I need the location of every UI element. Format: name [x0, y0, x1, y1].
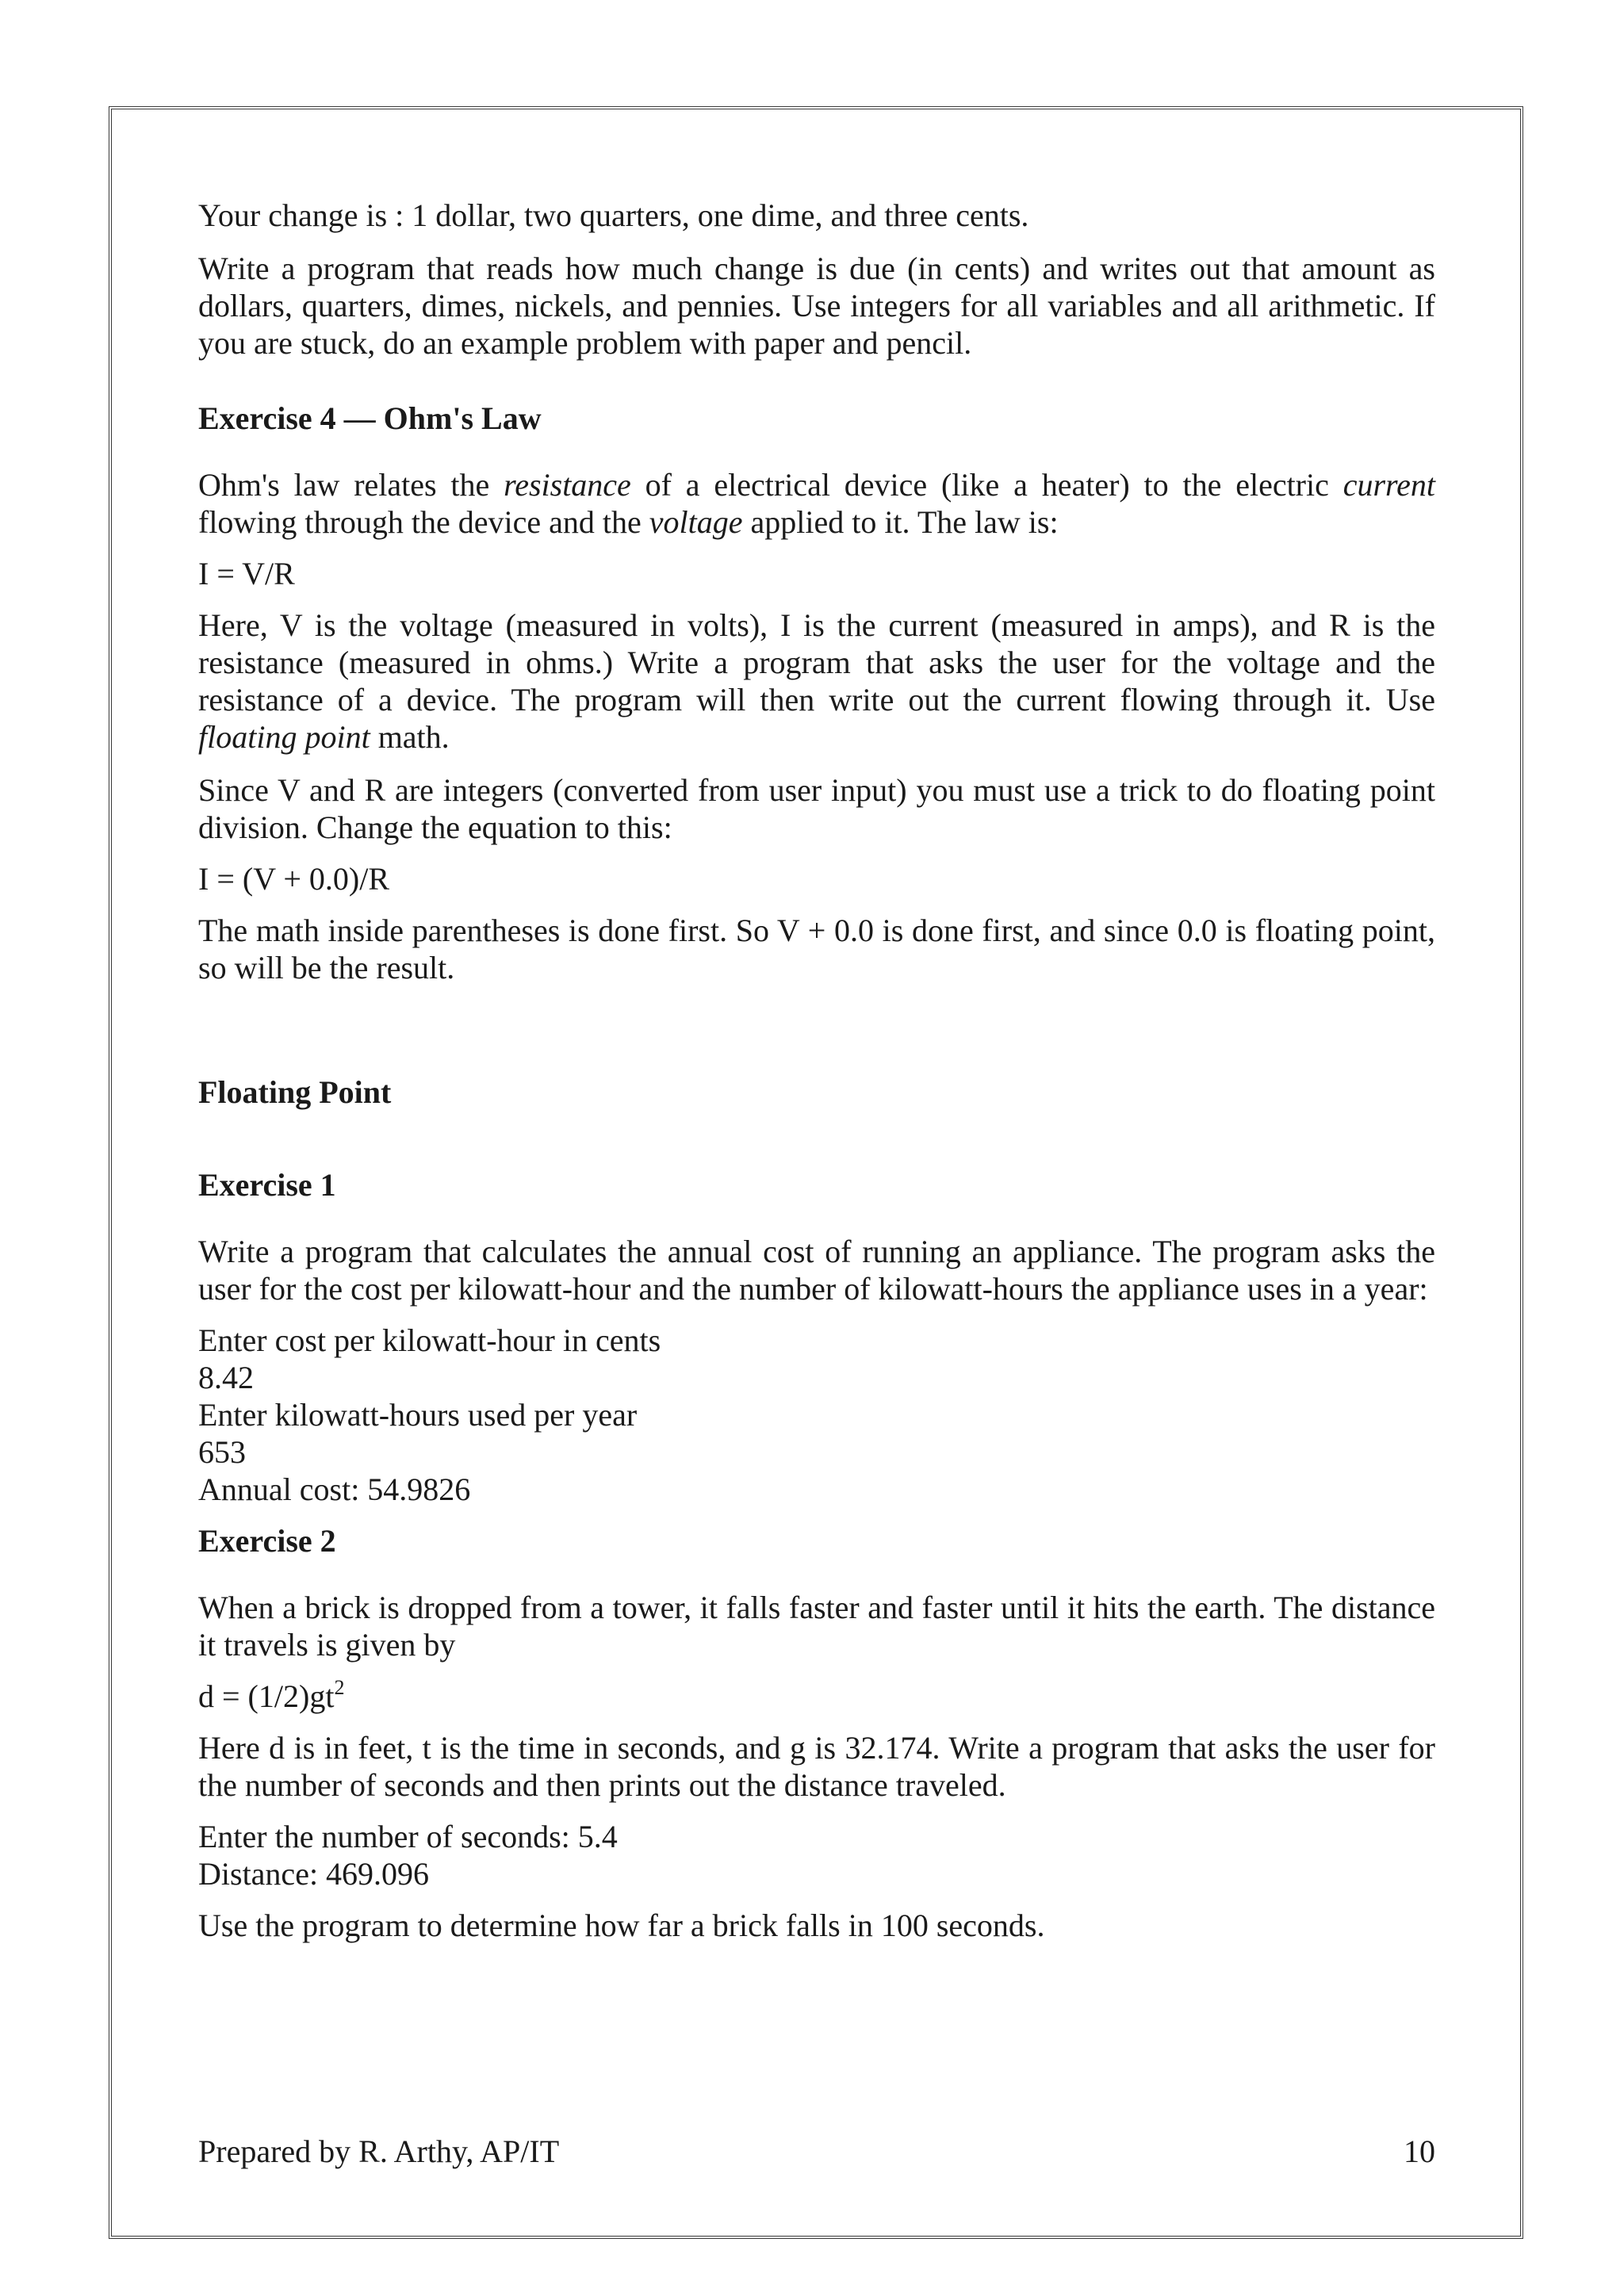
footer-author: Prepared by R. Arthy, AP/IT	[198, 2133, 560, 2169]
text-span: Here, V is the voltage (measured in volts), I is the current (measured in amps), and R is the resistance (measured in ohms.) Write a program that asks the user for the voltage and the resistance of a device. The program will then write out the current flowing through it. Use	[198, 607, 1435, 718]
formula-exponent: 2	[334, 1676, 345, 1699]
page-footer	[198, 2133, 1435, 2170]
io-line: Annual cost: 54.9826	[198, 1471, 471, 1507]
floating-point-heading: Floating Point	[198, 1074, 392, 1110]
text-span: flowing through the device and the	[198, 504, 649, 540]
floating-division-trick: Since V and R are integers (converted from user input) you must use a trick to do floating point division. Change the equation to this:	[198, 772, 1435, 845]
voltage-term: voltage	[649, 504, 743, 540]
change-line: Your change is : 1 dollar, two quarters, one dime, and three cents.	[198, 197, 1029, 233]
io-line: Enter cost per kilowatt-hour in cents	[198, 1322, 661, 1358]
exercise4-heading: Exercise 4 — Ohm's Law	[198, 400, 542, 436]
distance-formula	[198, 1678, 1435, 1715]
fp-exercise2-explanation: Here d is in feet, t is the time in seconds, and g is 32.174. Write a program that asks the user for the number of seconds and then prints out the distance traveled.	[198, 1730, 1435, 1803]
ohms-law-formula: I = V/R	[198, 556, 295, 591]
text-span: Ohm's law relates the	[198, 467, 504, 503]
fp-exercise2-sample-io	[198, 1818, 1435, 1892]
text-span: of a electrical device (like a heater) to the electric	[630, 467, 1343, 503]
fp-exercise2-description: When a brick is dropped from a tower, it falls faster and faster until it hits the earth. The distance it travels is given by	[198, 1590, 1435, 1663]
fp-exercise1-description: Write a program that calculates the annual cost of running an appliance. The program asks the user for the cost per kilowatt-hour and the number of kilowatt-hours the appliance uses in a year:	[198, 1234, 1435, 1307]
fp-exercise2-heading: Exercise 2	[198, 1523, 336, 1559]
modified-formula: I = (V + 0.0)/R	[198, 861, 390, 897]
page-number: 10	[1404, 2133, 1435, 2169]
text-span: applied to it. The law is:	[742, 504, 1059, 540]
current-term: current	[1342, 467, 1435, 503]
io-line: 653	[198, 1434, 246, 1470]
formula-base: d = (1/2)gt	[198, 1678, 335, 1714]
io-line: Enter the number of seconds: 5.4	[198, 1819, 618, 1854]
resistance-term: resistance	[504, 467, 631, 503]
io-line: Enter kilowatt-hours used per year	[198, 1397, 638, 1433]
io-line: 8.42	[198, 1360, 254, 1395]
fp-exercise2-closing: Use the program to determine how far a brick falls in 100 seconds.	[198, 1908, 1045, 1943]
ohms-law-explanation	[198, 607, 1435, 756]
ohms-law-intro	[198, 466, 1435, 541]
fp-exercise1-heading: Exercise 1	[198, 1167, 336, 1203]
change-program-description: Write a program that reads how much change is due (in cents) and writes out that amount as dollars, quarters, dimes, nickels, and pennies. Use integers for all variables and all arithmetic. If you are stuck, do an example problem with paper and pencil.	[198, 251, 1435, 361]
text-span: math.	[370, 719, 450, 755]
floating-point-term: floating point	[198, 719, 370, 755]
io-line: Distance: 469.096	[198, 1856, 430, 1892]
page-content	[198, 197, 1435, 1944]
parentheses-explanation: The math inside parentheses is done first. So V + 0.0 is done first, and since 0.0 is floating point, so will be the result.	[198, 913, 1435, 985]
fp-exercise1-sample-io	[198, 1322, 1435, 1508]
